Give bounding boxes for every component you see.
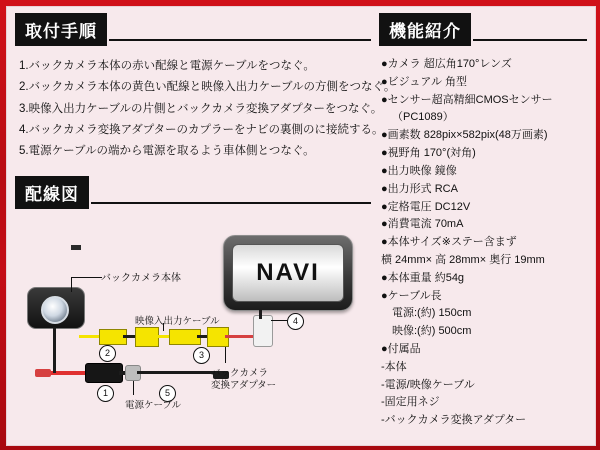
spec-item: ●定格電圧 DC12V — [381, 200, 471, 213]
navi-unit — [223, 235, 353, 311]
callout-3: 3 — [193, 347, 210, 364]
specs-title-row — [379, 13, 587, 46]
step-item: 5.電源ケーブルの端から電源を取るよう車体側とつなぐ。 — [19, 145, 315, 158]
steps-title-rule — [109, 39, 371, 41]
callout-5: 5 — [159, 385, 176, 402]
spec-item: ●ケーブル長 — [381, 289, 442, 302]
wire-yellow-a — [79, 335, 101, 338]
adapter-leader — [225, 347, 226, 363]
wire-plug-stub — [259, 309, 262, 319]
steps-title: 取付手順 — [15, 13, 107, 46]
right-column — [379, 13, 587, 437]
callout-1: 1 — [97, 385, 114, 402]
wiring-diagram — [15, 219, 371, 449]
spec-item: -固定用ネジ — [381, 396, 440, 409]
spec-item: ●消費電流 70mA — [381, 218, 464, 231]
video-cable-leader — [163, 323, 164, 331]
adapter-label-2: 変換アダプター — [211, 380, 277, 392]
spec-item: -本体 — [381, 360, 407, 373]
specs-title: 機能紹介 — [379, 13, 471, 46]
spec-item: ●出力映像 鏡像 — [381, 164, 457, 177]
steps-title-row — [15, 13, 371, 46]
spec-item: ●出力形式 RCA — [381, 182, 458, 195]
camera-red-lead — [35, 369, 51, 377]
spec-item: ●センサー超高精細CMOSセンサー — [381, 93, 553, 106]
specs-title-rule — [473, 39, 587, 41]
spec-item: （PC1089） — [392, 111, 454, 124]
step-item: 4.バックカメラ変換アダプターのカプラーをナビの裏側のに接続する。 — [19, 123, 384, 136]
diagram-title-rule — [91, 202, 371, 204]
document-sheet — [6, 6, 596, 446]
callout-2: 2 — [99, 345, 116, 362]
camera-stem — [71, 245, 81, 250]
camera-label: バックカメラ本体 — [101, 273, 181, 285]
camera-lens-icon — [41, 296, 69, 324]
wire-red-a — [225, 335, 255, 338]
spec-item: -バックカメラ変換アダプター — [381, 414, 527, 427]
connector-black-1 — [85, 363, 123, 383]
specs-list — [381, 56, 585, 430]
power-cable-leader — [133, 381, 134, 395]
spec-item: ●カメラ 超広角170°レンズ — [381, 58, 512, 70]
spec-item: ●本体重量 約54g — [381, 271, 465, 284]
adapter-label-1: バックカメラ — [211, 368, 269, 380]
spec-item: ●ビジュアル 角型 — [381, 75, 468, 88]
steps-list — [19, 56, 396, 162]
navi-screen — [232, 244, 344, 302]
step-item: 3.映像入出力ケーブルの片側とバックカメラ変換アダプターをつなぐ。 — [19, 102, 383, 115]
power-cable-label: 電源ケーブル — [125, 400, 182, 412]
diagram-title: 配線図 — [15, 176, 89, 209]
video-cable-label: 映像入出力ケーブル — [135, 316, 220, 328]
step-item: 1.バックカメラ本体の赤い配線と電源ケーブルをつなぐ。 — [19, 60, 315, 72]
wire-vertical — [53, 327, 56, 373]
spec-item: 電源:(約) 150cm — [392, 307, 472, 320]
connector-white-plug — [253, 315, 273, 347]
spec-item: ●本体サイズ※ステー含まず — [381, 236, 517, 249]
callout-4: 4 — [287, 313, 304, 330]
callout-4-leader — [271, 320, 287, 321]
spec-item: ●画素数 828pix×582pix(48万画素) — [381, 129, 548, 142]
camera-body — [27, 287, 85, 329]
step-item: 2.バックカメラ本体の黄色い配線と映像入出力ケーブルの方側をつなぐ。 — [19, 81, 396, 94]
spec-item: 映像:(約) 500cm — [392, 325, 472, 338]
diagram-title-row — [15, 176, 371, 209]
wire-black-d — [137, 371, 215, 374]
spec-item: -電源/映像ケーブル — [381, 378, 475, 391]
spec-item: 横 24mm× 高 28mm× 奥行 19mm — [381, 253, 545, 266]
camera-leader-line — [71, 277, 102, 292]
spec-item: ●視野角 170°(対角) — [381, 147, 476, 160]
navi-label: NAVI — [256, 259, 320, 287]
left-column — [15, 13, 396, 437]
spec-item: ●付属品 — [381, 343, 421, 355]
